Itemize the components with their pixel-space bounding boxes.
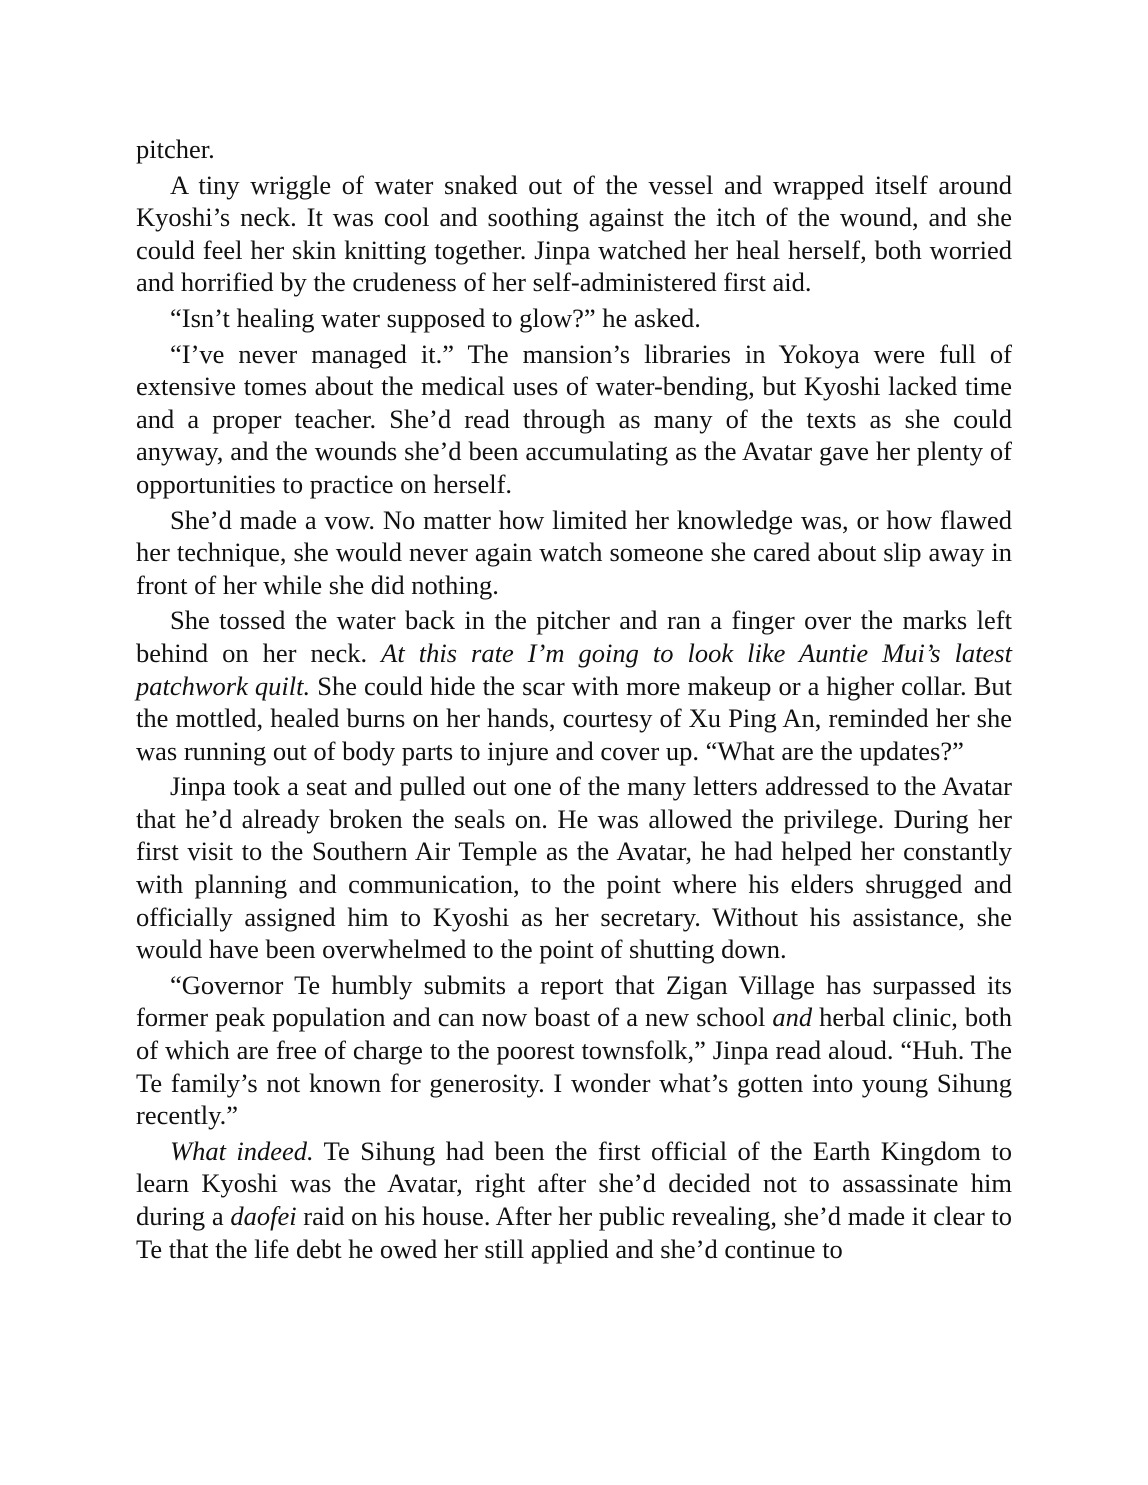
italic-text-segment: daofei [230, 1201, 297, 1231]
text-segment: She’d made a vow. No matter how limited her knowledge was, or how flawed her technique, she would never again watch someone she cared about slip away in front of her while she did nothing. [136, 504, 1012, 600]
paragraph [136, 133, 1012, 166]
paragraph [136, 604, 1012, 767]
text-segment: She could hide the scar with more makeup or a higher collar. But the mottled, healed burns on her hands, courtesy of Xu Ping An, reminded her she was running out of body parts to injure and cover up. “What are the updates?” [136, 670, 1012, 766]
text-segment: “I’ve never managed it.” The mansion’s libraries in Yokoya were full of extensive tomes about the medical uses of water-bending, but Kyoshi lacked time and a proper teacher. She’d read through as many of the texts as she could anyway, and the wounds she’d been accumulating as the Avatar gave her plenty of opportunities to practice on herself. [136, 338, 1012, 499]
italic-text-segment: What indeed. [170, 1135, 314, 1166]
text-segment: pitcher. [136, 134, 215, 164]
text-segment: raid on his house. After her public revealing, she’d made it clear to Te that the life debt he owed her still applied and she’d continue to [136, 1201, 1013, 1264]
paragraph [136, 302, 1012, 335]
paragraph [136, 770, 1012, 966]
text-segment: She tossed the water back in the pitcher and ran a finger over the marks left behind on her neck. [136, 605, 1012, 668]
paragraph [136, 1135, 1012, 1265]
text-segment: Te Sihung had been the first official of the Earth Kingdom to learn Kyoshi was the Avatar, right after she’d decided not to assassinate him during a [136, 1135, 1012, 1231]
book-page-body [136, 133, 1012, 1265]
text-segment: A tiny wriggle of water snaked out of the vessel and wrapped itself around Kyoshi’s neck. It was cool and soothing against the itch of the wound, and she could feel her skin knitting together. Jinpa watched her heal herself, both worried and horrified by the crudeness of her self-administered first aid. [136, 169, 1012, 298]
text-segment: “Governor Te humbly submits a report that Zigan Village has surpassed its former peak population and can now boast of a new school [136, 969, 1012, 1033]
paragraph [136, 504, 1012, 602]
text-segment: herbal clinic, both of which are free of charge to the poorest townsfolk,” Jinpa read aloud. “Huh. The Te family’s not known for generosity. I wonder what’s gotten into young Sihung recently.” [136, 1002, 1013, 1131]
italic-text-segment: At this rate I’m going to look like Auntie Mui’s latest patchwork quilt. [136, 637, 1012, 701]
text-segment: Jinpa took a seat and pulled out one of the many letters addressed to the Avatar that he’d already broken the seals on. He was allowed the privilege. During her first visit to the Southern Air Temple as the Avatar, he had helped her constantly with planning and communication, to the point where his elders shrugged and officially assigned him to Kyoshi as her secretary. Without his assistance, she would have been overwhelmed to the point of shutting down. [136, 771, 1012, 965]
paragraph [136, 969, 1012, 1132]
italic-text-segment: and [772, 1002, 813, 1033]
text-segment: “Isn’t healing water supposed to glow?” he asked. [170, 302, 701, 333]
paragraph [136, 338, 1012, 501]
paragraph [136, 169, 1012, 299]
